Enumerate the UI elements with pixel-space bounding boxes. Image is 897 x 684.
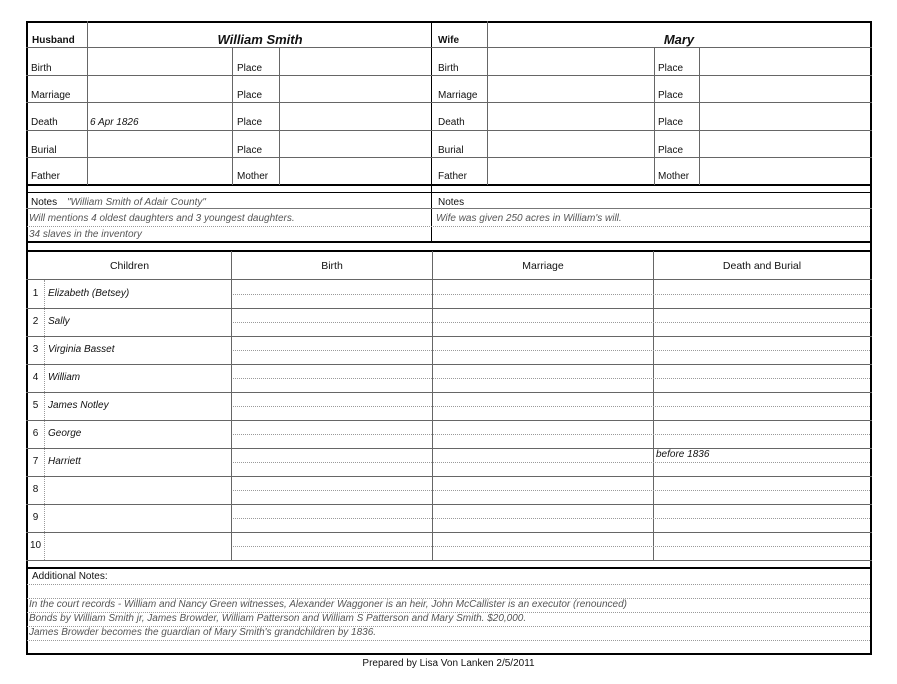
- child-row-separator: [26, 336, 872, 337]
- child-number: 9: [32, 512, 39, 523]
- notes-left-line-2: 34 slaves in the inventory: [29, 229, 142, 240]
- child-number: 3: [32, 344, 39, 355]
- husband-marriage-label: Marriage: [31, 90, 71, 101]
- child-row-separator: [26, 504, 872, 505]
- husband-birth-place-label: Place: [237, 63, 263, 74]
- child-row-midline: [233, 406, 870, 407]
- child-name: William: [48, 372, 81, 383]
- husband-marriage-place-label: Place: [237, 90, 263, 101]
- husband-mother-label: Mother: [237, 171, 269, 182]
- child-name: George: [48, 428, 82, 439]
- wife-burial-place-label: Place: [658, 145, 684, 156]
- child-row-separator: [26, 308, 872, 309]
- marriage-header: Marriage: [522, 260, 564, 272]
- child-row-midline: [233, 546, 870, 547]
- husband-death-label: Death: [31, 117, 58, 128]
- wife-label: Wife: [438, 35, 460, 46]
- child-name: Sally: [48, 316, 70, 327]
- child-row-midline: [233, 350, 870, 351]
- frame-bottom: [26, 653, 872, 655]
- husband-burial-label: Burial: [31, 145, 57, 156]
- child-name: Virginia Basset: [48, 344, 115, 355]
- husband-father-label: Father: [31, 171, 60, 182]
- notes-right-line-1: Wife was given 250 acres in William's will.: [436, 213, 622, 224]
- child-name: Harriett: [48, 456, 81, 467]
- child-row-midline: [233, 490, 870, 491]
- notes-left-line-1: Will mentions 4 oldest daughters and 3 youngest daughters.: [29, 213, 295, 224]
- husband-name: William Smith: [217, 32, 303, 47]
- child-row-separator: [26, 532, 872, 533]
- wife-marriage-place-label: Place: [658, 90, 684, 101]
- child-row-separator: [26, 448, 872, 449]
- child-row-midline: [233, 294, 870, 295]
- husband-burial-place-label: Place: [237, 145, 263, 156]
- additional-notes-line-2: Bonds by William Smith jr, James Browder, William Patterson and William S Patterson and Mary Smith. $20,000.: [29, 613, 527, 624]
- additional-notes-label: Additional Notes:: [32, 571, 108, 582]
- notes-right-label: Notes: [438, 197, 465, 208]
- child-row-midline: [233, 434, 870, 435]
- child-row-separator: [26, 476, 872, 477]
- additional-notes-line-3: James Browder becomes the guardian of Mary Smith's grandchildren by 1836.: [29, 627, 377, 638]
- husband-birth-label: Birth: [31, 63, 52, 74]
- wife-marriage-label: Marriage: [438, 90, 478, 101]
- child-row-midline: [233, 518, 870, 519]
- husband-label: Husband: [32, 35, 75, 46]
- wife-father-label: Father: [438, 171, 467, 182]
- additional-notes-line-1: In the court records - William and Nancy Green witnesses, Alexander Waggoner is an heir, John McCallister is an executor (renounced): [29, 599, 627, 610]
- wife-death-place-label: Place: [658, 117, 684, 128]
- child-number: 2: [32, 316, 39, 327]
- child-number: 8: [32, 484, 39, 495]
- wife-mother-label: Mother: [658, 171, 690, 182]
- child-number: 4: [32, 372, 39, 383]
- child-row-separator: [26, 420, 872, 421]
- wife-birth-place-label: Place: [658, 63, 684, 74]
- child-number: 1: [32, 288, 39, 299]
- child-name: James Notley: [48, 400, 109, 411]
- prepared-by-footer: Prepared by Lisa Von Lanken 2/5/2011: [362, 658, 535, 669]
- notes-left-title: "William Smith of Adair County": [67, 197, 206, 208]
- wife-burial-label: Burial: [438, 145, 464, 156]
- parents-divider: [431, 21, 432, 243]
- child-row-midline: [233, 378, 870, 379]
- child-death-burial: before 1836: [656, 449, 710, 460]
- child-row-midline: [233, 322, 870, 323]
- child-number: 5: [32, 400, 39, 411]
- children-header: Children: [109, 260, 150, 272]
- birth-header: Birth: [321, 260, 343, 272]
- husband-death-place-label: Place: [237, 117, 263, 128]
- wife-birth-label: Birth: [438, 63, 459, 74]
- wife-death-label: Death: [438, 117, 465, 128]
- husband-death-value: 6 Apr 1826: [90, 117, 139, 128]
- death-burial-header: Death and Burial: [722, 260, 802, 272]
- child-number: 6: [32, 428, 39, 439]
- child-name: Elizabeth (Betsey): [48, 288, 130, 299]
- child-number: 10: [29, 540, 42, 551]
- child-row-separator: [26, 364, 872, 365]
- frame-top: [26, 21, 872, 23]
- wife-name: Mary: [663, 32, 695, 47]
- child-row-midline: [233, 462, 870, 463]
- child-number: 7: [32, 456, 39, 467]
- notes-left-label: Notes: [31, 197, 58, 208]
- child-row-separator: [26, 392, 872, 393]
